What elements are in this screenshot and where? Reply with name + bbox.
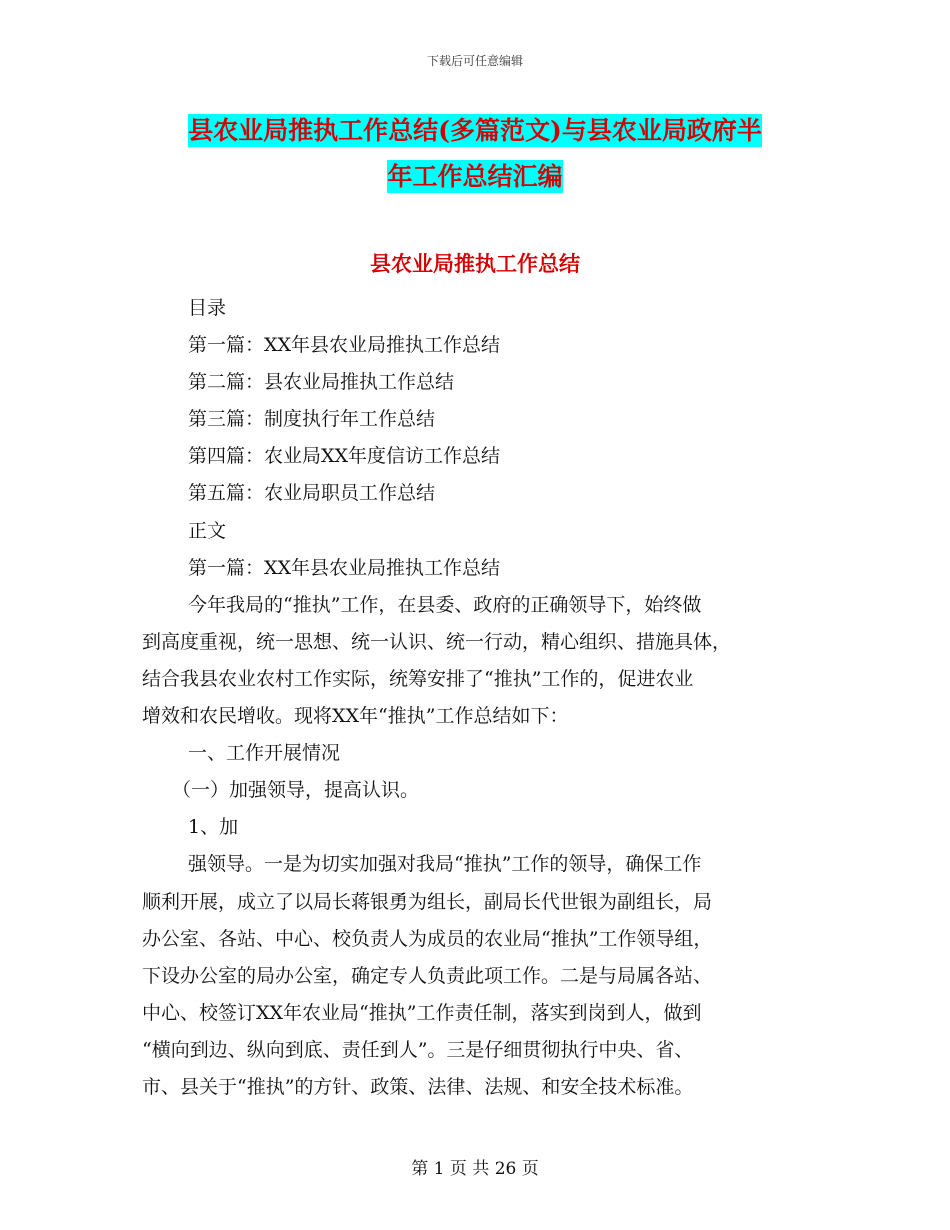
paragraph-line: 市、县关于“推执”的方针、政策、法律、法规、和安全技术标准。: [142, 1075, 694, 1098]
page-header-note: 下载后可任意编辑: [426, 54, 523, 68]
toc-item: 第三篇：制度执行年工作总结: [188, 408, 436, 431]
paragraph-line: 到高度重视，统一思想、统一认识、统一行动，精心组织、措施具体，: [142, 630, 732, 653]
paragraph-line: 今年我局的“推执”工作，在县委、政府的正确领导下，始终做: [188, 593, 702, 616]
paragraph-line: “横向到边、纵向到底、责任到人”。三是仔细贯彻执行中央、省、: [142, 1038, 694, 1061]
body-line: 1、加: [188, 816, 239, 839]
page-number: 第 1 页 共 26 页: [411, 1159, 539, 1179]
paragraph-line: 结合我县农业农村工作实际，统筹安排了“推执”工作的，促进农业: [142, 667, 694, 690]
paragraph-line: 强领导。一是为切实加强对我局“推执”工作的领导，确保工作: [188, 853, 702, 876]
paragraph-line: 增效和农民增收。现将XX年“推执”工作总结如下：: [142, 705, 569, 728]
toc-item: 第四篇：农业局XX年度信访工作总结: [188, 445, 501, 468]
paragraph-line: 中心、校签订XX年农业局“推执”工作责任制，落实到岗到人，做到: [142, 1001, 702, 1024]
body-line: 目录: [188, 297, 227, 319]
paragraph-line: 办公室、各站、中心、校负责人为成员的农业局“推执”工作领导组，: [142, 927, 713, 950]
title-line-1: 县农业局推执工作总结(多篇范文)与县农业局政府半: [188, 116, 762, 145]
title-line-2: 年工作总结汇编: [387, 162, 563, 191]
toc-item: 第一篇：XX年县农业局推执工作总结: [188, 334, 501, 357]
toc-item: 第五篇：农业局职员工作总结: [188, 482, 436, 505]
section-heading: 第一篇：XX年县农业局推执工作总结: [188, 556, 501, 579]
body-line: 正文: [188, 519, 227, 542]
section-heading: 一、工作开展情况: [188, 742, 341, 765]
subsection-heading: （一）加强领导，提高认识。: [172, 779, 420, 802]
document-title: [150, 108, 800, 200]
paragraph-line: 下设办公室的局办公室，确定专人负责此项工作。二是与局属各站、: [142, 964, 713, 987]
toc-item: 第二篇：县农业局推执工作总结: [188, 371, 455, 394]
section-subtitle: 县农业局推执工作总结: [370, 251, 580, 276]
document-body: [142, 290, 802, 1106]
paragraph-line: 顺利开展，成立了以局长蒋银勇为组长，副局长代世银为副组长，局: [142, 890, 713, 913]
